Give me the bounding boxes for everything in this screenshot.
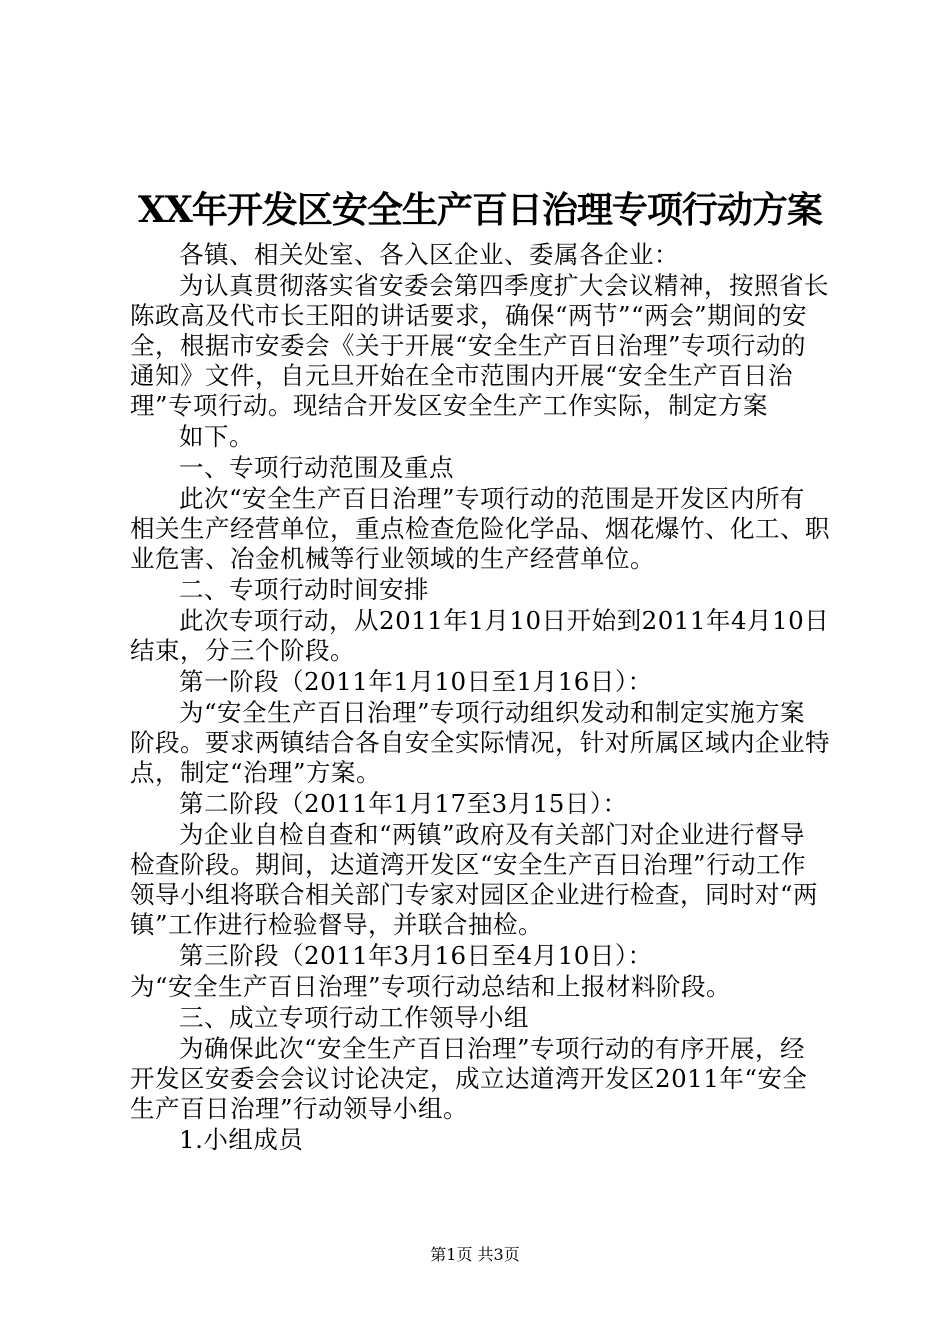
page-footer: 第1页 共3页	[430, 1245, 520, 1264]
section-2-body: 此次专项行动，从2011年1月10日开始到2011年4月10日结束，分三个阶段。	[130, 606, 830, 665]
intro-continuation: 如下。	[179, 422, 254, 451]
phase-1-body: 为“安全生产百日治理”专项行动组织发动和制定实施方案阶段。要求两镇结合各自安全实际情况，针对所属区域内企业特点，制定“治理”方案。	[130, 698, 830, 787]
phase-3-body: 为“安全生产百日治理”专项行动总结和上报材料阶段。	[130, 972, 732, 1001]
section-heading-2: 二、专项行动时间安排	[179, 575, 429, 604]
phase-2-body: 为企业自检自查和“两镇”政府及有关部门对企业进行督导检查阶段。期间，达道湾开发区“安全生产百日治理”行动工作领导小组将联合相关部门专家对园区企业进行检查，同时对“两镇”工作进行检验督导，并联合抽检。	[130, 820, 819, 939]
phase-2-heading: 第二阶段（2011年1月17至3月15日）：	[179, 789, 628, 818]
section-heading-1: 一、专项行动范围及重点	[179, 453, 454, 482]
section-3-body: 为确保此次“安全生产百日治理”专项行动的有序开展，经开发区安委会会议讨论决定，成立达道湾开发区2011年“安全生产百日治理”行动领导小组。	[130, 1034, 808, 1123]
phase-1-heading: 第一阶段（2011年1月10日至1月16日）：	[179, 667, 653, 696]
section-1-body: 此次“安全生产百日治理”专项行动的范围是开发区内所有相关生产经营单位，重点检查危险化学品、烟花爆竹、化工、职业危害、冶金机械等行业领域的生产经营单位。	[130, 484, 830, 573]
section-heading-3: 三、成立专项行动工作领导小组	[179, 1003, 529, 1032]
document-page	[130, 186, 830, 1156]
subsection-members: 1.小组成员	[179, 1125, 304, 1154]
intro-paragraph: 为认真贯彻落实省安委会第四季度扩大会议精神，按照省长陈政高及代市长王阳的讲话要求，确保“两节”“两会”期间的安全，根据市安委会《关于开展“安全生产百日治理”专项行动的通知》文件，自元旦开始在全市范围内开展“安全生产百日治理”专项行动。现结合开发区安全生产工作实际，制定方案	[130, 271, 829, 420]
phase-3-heading: 第三阶段（2011年3月16日至4月10日）：	[179, 941, 653, 970]
document-title: XX年开发区安全生产百日治理专项行动方案	[138, 189, 822, 231]
salutation: 各镇、相关处室、各入区企业、委属各企业：	[179, 240, 679, 269]
